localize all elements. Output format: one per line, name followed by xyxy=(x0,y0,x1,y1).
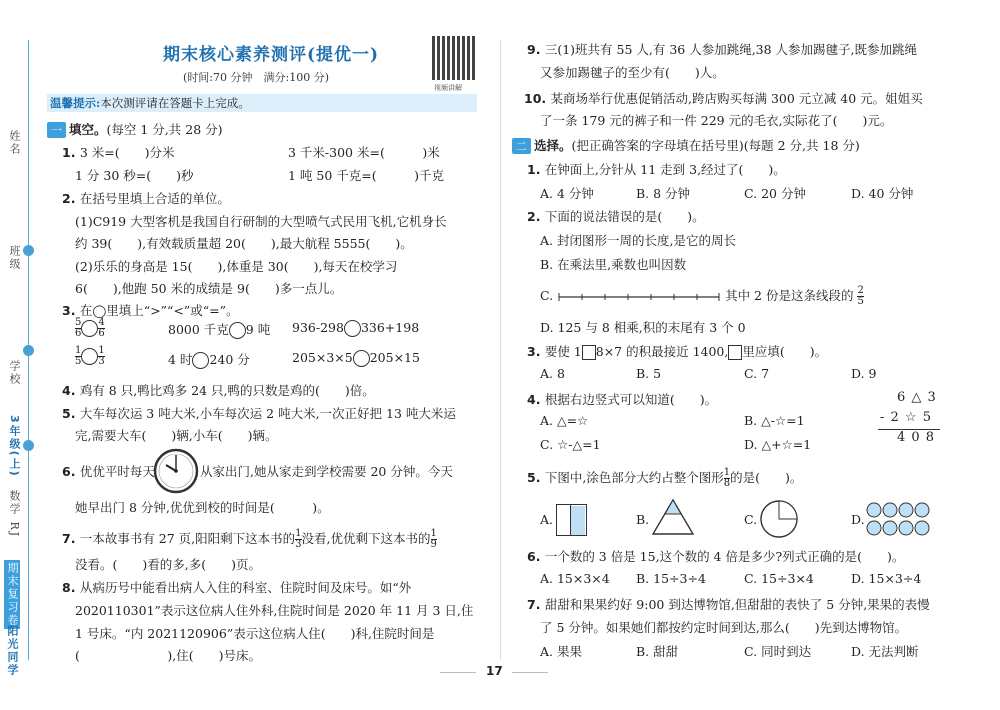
c1-opt-c[interactable]: C. 20 分钟 xyxy=(744,186,806,201)
q3-item-d xyxy=(75,346,105,367)
segment-line xyxy=(557,291,721,303)
q7-line xyxy=(62,529,437,550)
section2-note: (把正确答案的字母填在括号里)(每题 2 分,共 18 分) xyxy=(571,138,860,153)
q1d-text: 1 吨 50 千克=( )千克 xyxy=(288,168,445,183)
subject-label: 数学 RJ xyxy=(8,490,21,539)
q-number: 6. xyxy=(527,549,545,564)
q5b-text: 完,需要大车( )辆,小车( )辆。 xyxy=(75,428,278,443)
q10b-text: 了一条 179 元的裤子和一件 229 元的毛衣,实际花了( )元。 xyxy=(540,113,893,128)
q-number: 2. xyxy=(62,191,80,206)
q1c-text: 1 分 30 秒=( )秒 xyxy=(75,168,194,183)
q10a-text: 某商场举行优惠促销活动,跨店购买每满 300 元立减 40 元。姐姐买 xyxy=(550,91,923,106)
vertical-calc-mid: - 2 ☆ 5 xyxy=(880,410,932,425)
tip-body: 本次测评请在答题卡上完成。 xyxy=(100,96,250,110)
q-number: 10. xyxy=(524,91,551,106)
c5-line xyxy=(527,468,802,489)
q3-line xyxy=(62,301,239,319)
c7-opt-c[interactable]: C. 同时到达 xyxy=(744,644,812,659)
q7a2-text: 没看,优优剩下这本书的 xyxy=(301,531,431,546)
q3-f-right: 205×15 xyxy=(369,350,420,365)
binding-dot xyxy=(23,345,34,356)
fraction: $\frac{1}{8}$ xyxy=(723,467,731,489)
q5a-text: 大车每次运 3 吨大米,小车每次运 2 吨大米,一次正好把 13 吨大米运 xyxy=(79,406,456,421)
section1-note: (每空 1 分,共 28 分) xyxy=(106,122,223,137)
c7-opt-b[interactable]: B. 甜甜 xyxy=(636,644,679,659)
dots-figure xyxy=(865,500,931,540)
c4-opt-a[interactable]: A. △=☆ xyxy=(540,413,589,428)
page-number: 17 xyxy=(486,664,503,678)
c2-opt-c[interactable] xyxy=(540,286,864,307)
q5-line xyxy=(62,404,456,422)
section1-badge: 一 xyxy=(47,122,66,138)
q-number: 6. xyxy=(62,464,80,479)
q8d-text: ( ),住( )号床。 xyxy=(75,648,261,663)
footer-rule xyxy=(512,672,548,673)
triangle-figure xyxy=(651,498,695,536)
column-divider xyxy=(500,40,501,660)
c6-opt-d[interactable]: D. 15×3÷4 xyxy=(851,571,922,586)
compare-circle[interactable] xyxy=(81,348,98,365)
q3-b-right: 9 吨 xyxy=(245,322,271,337)
q-number: 1. xyxy=(62,145,80,160)
c3-opt-d[interactable]: D. 9 xyxy=(851,366,877,381)
q-number: 7. xyxy=(527,597,545,612)
binding-dot xyxy=(23,245,34,256)
fraction: $\frac{1}{3}$ xyxy=(295,528,302,550)
blank-box xyxy=(582,345,596,360)
q3-f-left: 205×3×5 xyxy=(292,350,353,365)
q7a-text: 一本故事书有 27 页,阳阳剩下这本书的 xyxy=(79,531,296,546)
q2-2b: 6( ),他跑 50 米的成绩是 9( )多一点儿。 xyxy=(75,281,343,296)
brand-logo: 阳光同学 xyxy=(6,625,19,677)
c1-opt-a[interactable]: A. 4 分钟 xyxy=(540,186,594,201)
q3-item-a xyxy=(75,318,105,339)
c4-opt-c[interactable]: C. ☆-△=1 xyxy=(540,437,601,452)
c6-line xyxy=(527,547,904,565)
compare-circle[interactable] xyxy=(81,320,98,337)
q6a2-text: 从家出门,她从家走到学校需要 20 分钟。今天 xyxy=(200,464,453,479)
c3-line xyxy=(527,342,827,360)
q-number: 4. xyxy=(62,383,80,398)
series-label: 期末复习卷 xyxy=(6,562,19,627)
q3-b-left: 8000 千克 xyxy=(168,322,229,337)
q2-2a: (2)乐乐的身高是 15( ),体重是 30( ),每天在校学习 xyxy=(75,259,398,274)
fraction: $\frac{1}{9}$ xyxy=(430,528,437,550)
c3-opt-a[interactable]: A. 8 xyxy=(540,366,565,381)
q3-e-left: 4 时 xyxy=(168,352,193,367)
c6-text: 一个数的 3 倍是 15,这个数的 4 倍是多少?列式正确的是( )。 xyxy=(544,549,905,564)
q2-1a: (1)C919 大型客机是我国自行研制的大型喷气式民用飞机,它机身长 xyxy=(75,214,447,229)
q3-item-e xyxy=(168,350,250,369)
page-title: 期末核心素养测评(提优一) xyxy=(163,45,380,65)
q10-line xyxy=(524,89,923,107)
c3-post: 里应填( )。 xyxy=(742,344,828,359)
q3-item-c xyxy=(292,320,419,337)
q-number: 5. xyxy=(527,470,545,485)
section1-title: 填空。 xyxy=(69,122,107,137)
binding-dot xyxy=(23,440,34,451)
q8c-text: 1 号床。“内 2021120906”表示这位病人住( )科,住院时间是 xyxy=(75,626,435,641)
c4-opt-d[interactable]: D. △+☆=1 xyxy=(744,437,812,452)
c2-opt-b[interactable]: B. 在乘法里,乘数也叫因数 xyxy=(540,257,687,272)
c5-opt-b[interactable]: B. xyxy=(636,512,650,527)
q-number: 3. xyxy=(62,303,80,318)
fraction: $\frac{5}{6}$ xyxy=(75,317,82,339)
tip-text xyxy=(50,95,250,111)
fraction: $\frac{1}{5}$ xyxy=(75,345,82,367)
q4-line xyxy=(62,381,375,399)
footer-rule xyxy=(440,672,476,673)
c5-opt-d[interactable]: D. xyxy=(851,512,865,527)
rectangle-figure xyxy=(556,504,587,536)
c5-opt-a[interactable]: A. xyxy=(540,512,554,527)
q6b-text: 她早出门 8 分钟,优优到校的时间是( )。 xyxy=(75,500,330,515)
q6a-text: 优优平时每天 xyxy=(79,464,155,479)
c7b-text: 了 5 分钟。如果她们都按约定时间到达,那么( )先到达博物馆。 xyxy=(540,620,908,635)
q-number: 4. xyxy=(527,392,545,407)
c7-line xyxy=(527,595,930,613)
q4-text: 鸡有 8 只,鸭比鸡多 24 只,鸭的只数是鸡的( )倍。 xyxy=(79,383,375,398)
c5-opt-c[interactable]: C. xyxy=(744,512,758,527)
c1-opt-d[interactable]: D. 40 分钟 xyxy=(851,186,914,201)
school-label: 学校 xyxy=(8,360,21,386)
q1-line1 xyxy=(62,143,174,161)
c3-opt-b[interactable]: B. 5 xyxy=(636,366,662,381)
c1-text: 在钟面上,分针从 11 走到 3,经过了( )。 xyxy=(544,162,786,177)
q3-item-f xyxy=(292,350,420,367)
c2-opt-d[interactable]: D. 125 与 8 相乘,积的末尾有 3 个 0 xyxy=(540,320,746,335)
fraction: $\frac{2}{5}$ xyxy=(857,285,864,307)
q9-line xyxy=(527,40,917,58)
c1-line xyxy=(527,160,786,178)
circle-figure xyxy=(759,499,799,539)
c3-pre: 要使 1 xyxy=(544,344,582,359)
c2-opt-a[interactable]: A. 封闭图形一周的长度,是它的周长 xyxy=(540,233,736,248)
binding-strip xyxy=(0,0,46,710)
c5-post: 的是( )。 xyxy=(730,470,803,485)
q7b-text: 没看。( )看的多,多( )页。 xyxy=(75,557,261,572)
tip-label: 温馨提示: xyxy=(50,96,101,110)
c7-opt-a[interactable]: A. 果果 xyxy=(540,644,582,659)
name-label: 姓名 xyxy=(8,130,21,156)
q8-line xyxy=(62,578,411,596)
rect-divider xyxy=(570,504,571,536)
class-label: 班级 xyxy=(8,245,21,271)
q3-c-left: 936-298 xyxy=(292,320,344,335)
c4-text: 根据右边竖式可以知道( )。 xyxy=(544,392,718,407)
c4-line xyxy=(527,390,717,408)
fraction: $\frac{1}{3}$ xyxy=(98,345,105,367)
q-number: 3. xyxy=(527,344,545,359)
clock-icon xyxy=(153,448,199,494)
q3-item-b xyxy=(168,320,270,339)
section2-title: 选择。 xyxy=(534,138,572,153)
grade-label: 3年级(上) xyxy=(8,415,21,478)
blank-box xyxy=(728,345,742,360)
q2-1b: 约 39( ),有效载质量超 20( ),最大航程 5555( )。 xyxy=(75,236,413,251)
section1-heading xyxy=(47,120,223,138)
c5-pre: 下图中,涂色部分大约占整个图形 xyxy=(544,470,724,485)
q-number: 7. xyxy=(62,531,80,546)
c2-line xyxy=(527,207,705,225)
q1b-text: 3 千米-300 米=( )米 xyxy=(288,145,440,160)
c7a-text: 甜甜和果果约好 9:00 到达博物馆,但甜甜的表快了 5 分钟,果果的表慢 xyxy=(544,597,930,612)
q2-text: 在括号里填上合适的单位。 xyxy=(79,191,230,206)
vertical-calc-top: 6 △ 3 xyxy=(897,390,937,405)
q9b-text: 又参加踢毽子的至少有( )人。 xyxy=(540,65,725,80)
q-number: 1. xyxy=(527,162,545,177)
fraction: $\frac{4}{6}$ xyxy=(98,317,105,339)
c3-opt-c[interactable]: C. 7 xyxy=(744,366,770,381)
q8a-text: 从病历号中能看出病人入住的科室、住院时间及床号。如“外 xyxy=(79,580,412,595)
q-number: 9. xyxy=(527,42,545,57)
c4-opt-b[interactable]: B. △-☆=1 xyxy=(744,413,805,428)
compare-circle[interactable] xyxy=(192,352,209,369)
q9a-text: 三(1)班共有 55 人,有 36 人参加跳绳,38 人参加踢毽子,既参加跳绳 xyxy=(544,42,918,57)
compare-circle[interactable] xyxy=(353,350,370,367)
q3-e-right: 240 分 xyxy=(209,352,250,367)
c6-opt-b[interactable]: B. 15÷3÷4 xyxy=(636,571,706,586)
q3-text: 在◯里填上“>”“<”或“=”。 xyxy=(79,303,239,318)
qr-code[interactable] xyxy=(432,36,476,80)
q-number: 8. xyxy=(62,580,80,595)
q8b-text: 2020110301”表示这位病人住外科,住院时间是 2020 年 11 月 3 日,住 xyxy=(75,603,474,618)
vertical-calc-bot: 4 0 8 xyxy=(897,430,936,445)
c7-opt-d[interactable]: D. 无法判断 xyxy=(851,644,919,659)
c3-mid: 8×7 的积最接近 1400, xyxy=(595,344,729,359)
qr-caption: 视频讲解 xyxy=(434,84,462,92)
q3-c-right: 336+198 xyxy=(360,320,420,335)
q-number: 2. xyxy=(527,209,545,224)
c6-opt-a[interactable]: A. 15×3×4 xyxy=(540,571,610,586)
q6-line xyxy=(62,462,155,480)
c2-opt-c-label: C. xyxy=(540,288,554,303)
section2-badge: 二 xyxy=(512,138,531,154)
compare-circle[interactable] xyxy=(229,322,246,339)
c2-text: 下面的说法错误的是( )。 xyxy=(544,209,705,224)
c1-opt-b[interactable]: B. 8 分钟 xyxy=(636,186,691,201)
q-number: 5. xyxy=(62,406,80,421)
compare-circle[interactable] xyxy=(344,320,361,337)
q1a-text: 3 米=( )分米 xyxy=(79,145,175,160)
page-subtitle: (时间:70 分钟 满分:100 分) xyxy=(183,71,329,84)
c6-opt-c[interactable]: C. 15÷3×4 xyxy=(744,571,814,586)
c2-opt-c-text: 其中 2 份是这条线段的 xyxy=(725,288,854,303)
section2-heading xyxy=(512,136,860,154)
q2-line xyxy=(62,189,230,207)
